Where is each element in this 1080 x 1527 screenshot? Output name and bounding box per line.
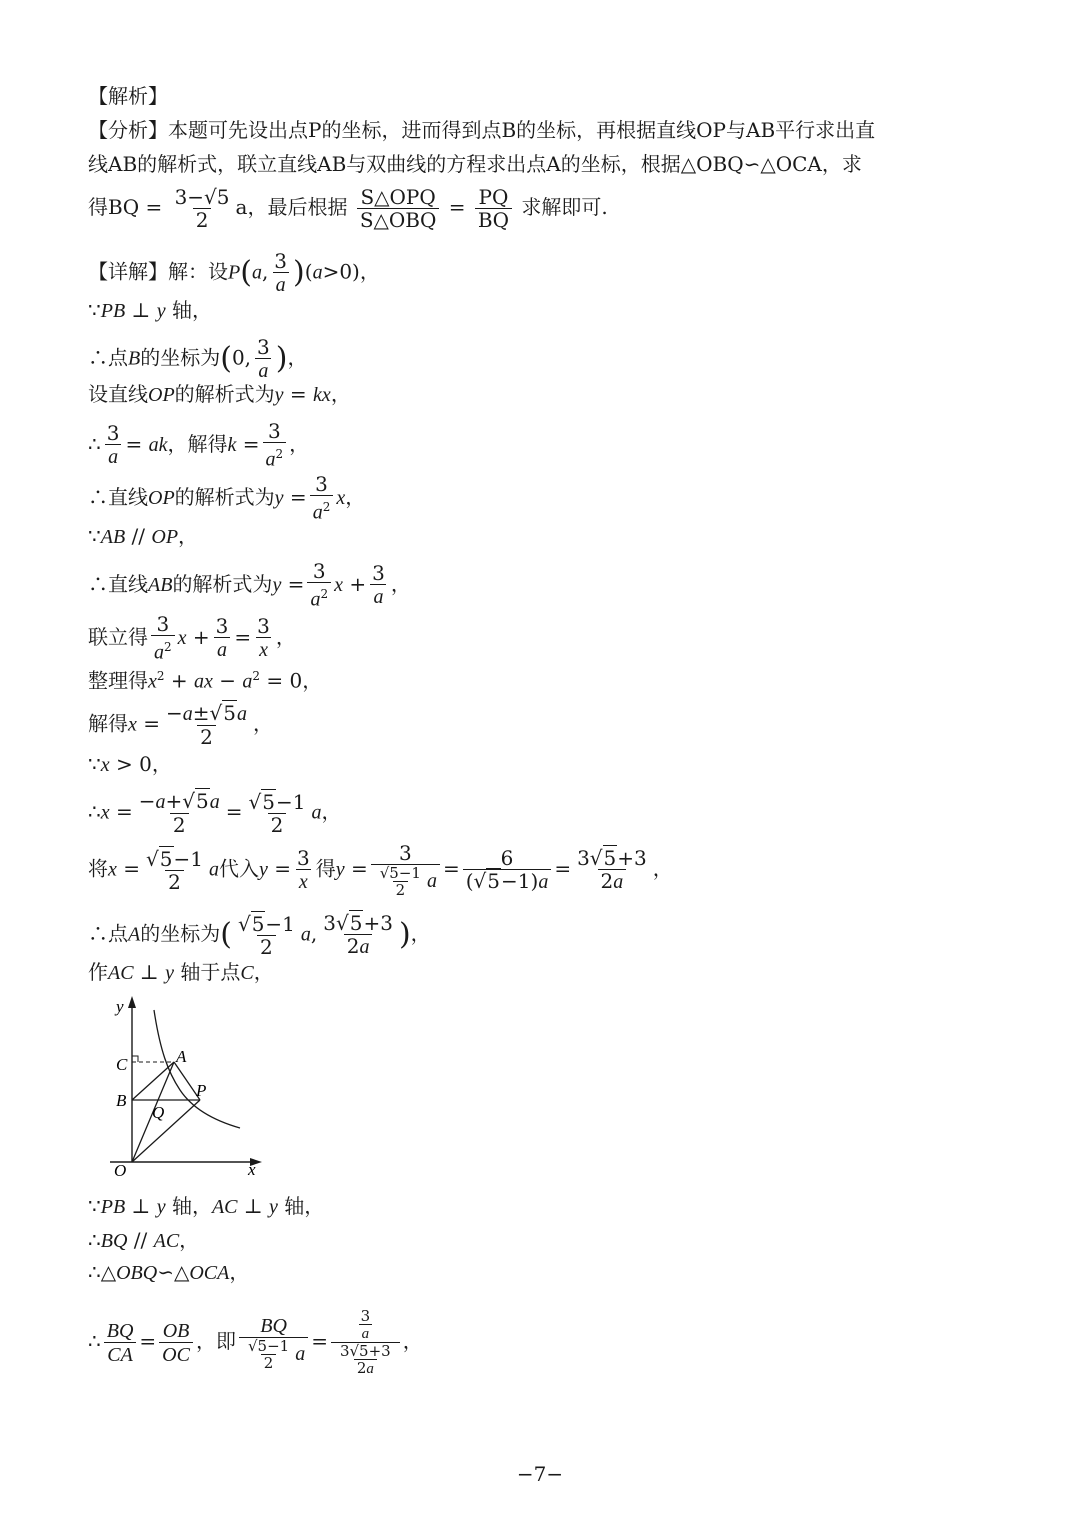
detail-step-14: 将x = $\frac{√5-1}{2}$ a代入y = $\frac{3}{x}$ 得y = 3 $\frac{√5-1}{2}$ a = $\frac{6}{(√5-1)a}$ = $\frac{3√5+3}{2a}$ ， xyxy=(88,841,673,899)
detail-label: 【详解】 xyxy=(88,259,168,284)
detail-step-11: 解得x = $\frac{-a\pm√5a}{2}$ ， xyxy=(88,701,274,749)
detail-step-12: ∵x > 0， xyxy=(88,752,172,776)
analysis-line-3 xyxy=(88,186,608,231)
analysis-text-1: 本题可先设出点P的坐标，进而得到点B的坐标，再根据直线OP与AB平行求出直 xyxy=(168,118,876,142)
detail-step-15: ∴点A的坐标为( $\frac{√5-1}{2}$ a, $\frac{3√5+3}{2a}$ )， xyxy=(88,911,431,959)
section-header: 【解析】 xyxy=(88,84,168,108)
segment-ba xyxy=(132,1062,174,1100)
equals-sign: = xyxy=(448,195,466,219)
analysis-line-1 xyxy=(88,116,875,144)
fraction-bq: $\frac{3-√5}{2}$ xyxy=(174,185,230,232)
detail-step-16: 作AC ⊥ y 轴于点C， xyxy=(88,960,274,984)
fraction-pq-bq: $\frac{PQ}{BQ}$ xyxy=(475,186,512,231)
page-number: −7− xyxy=(516,1462,564,1486)
label-a: A xyxy=(176,1047,187,1066)
label-c: C xyxy=(116,1055,128,1074)
geometry-figure xyxy=(96,990,276,1185)
detail-step-5: ∴ $\frac{3}{a}$ = ak，解得k = $\frac{3}{a^2}$ ， xyxy=(88,419,310,471)
analysis-label: 【分析】 xyxy=(88,118,168,142)
detail-step-9: 联立得 $\frac{3}{a^2}$ x + $\frac{3}{a}$ = $\frac{3}{x}$ ， xyxy=(88,612,296,664)
detail-step-19: ∴△OBQ∽△OCA， xyxy=(88,1260,250,1284)
label-b: B xyxy=(116,1091,127,1110)
detail-step-13: ∴x = $\frac{-a+√5a}{2}$ = $\frac{√5-1}{2}$ a， xyxy=(88,789,342,837)
detail-step-10: 整理得$x^2$ + ax − $a^2 = 0$， xyxy=(88,668,323,693)
detail-step-6: ∴直线OP的解析式为y = $\frac{3}{a^2}$ x， xyxy=(88,472,366,524)
label-o: O xyxy=(114,1161,127,1180)
detail-step-17: ∵PB ⊥ y 轴，AC ⊥ y 轴， xyxy=(88,1194,325,1218)
detail-step-1: 【详解】解：设P(a, $\frac{3}{a}$ )(a>0)， xyxy=(88,249,380,296)
analysis-text-3a: 得BQ = xyxy=(88,195,163,219)
segment-op xyxy=(132,1100,200,1162)
detail-step-8: ∴直线AB的解析式为y = $\frac{3}{a^2}$ x + $\frac{3}{a}$ ， xyxy=(88,559,411,611)
analysis-text-3b: a，最后根据 xyxy=(235,195,348,219)
fraction-area-ratio: $\frac{\text{S△OPQ}}{\text{S△OBQ}}$ xyxy=(357,186,440,231)
label-q: Q xyxy=(152,1103,165,1122)
analysis-text-3c: 求解即可. xyxy=(521,195,608,219)
detail-step-7: ∵AB // OP， xyxy=(88,524,199,548)
detail-step-18: ∴BQ // AC， xyxy=(88,1228,200,1252)
label-y: y xyxy=(116,997,124,1016)
detail-step-20: ∴ $\frac{BQ}{CA}$ = $\frac{OB}{OC}$ ，即 BQ $\frac{√5-1}{2}$ a = $\frac{\frac{3}{a}}{\frac{3√5+3}{2a}}$ ， xyxy=(88,1307,423,1377)
detail-step-3: ∴点B的坐标为(0, $\frac{3}{a}$ )， xyxy=(88,335,308,382)
detail-step-2: ∵PB ⊥ y 轴， xyxy=(88,298,212,322)
label-x: x xyxy=(248,1160,256,1179)
analysis-line-2: 线AB的解析式，联立直线AB与双曲线的方程求出点A的坐标，根据△OBQ∽△OCA，求 xyxy=(88,152,862,176)
label-p: P xyxy=(196,1081,207,1100)
y-axis-arrow xyxy=(128,996,136,1008)
right-angle-mark xyxy=(132,1056,138,1062)
detail-step-4: 设直线OP的解析式为y = kx， xyxy=(88,382,351,406)
